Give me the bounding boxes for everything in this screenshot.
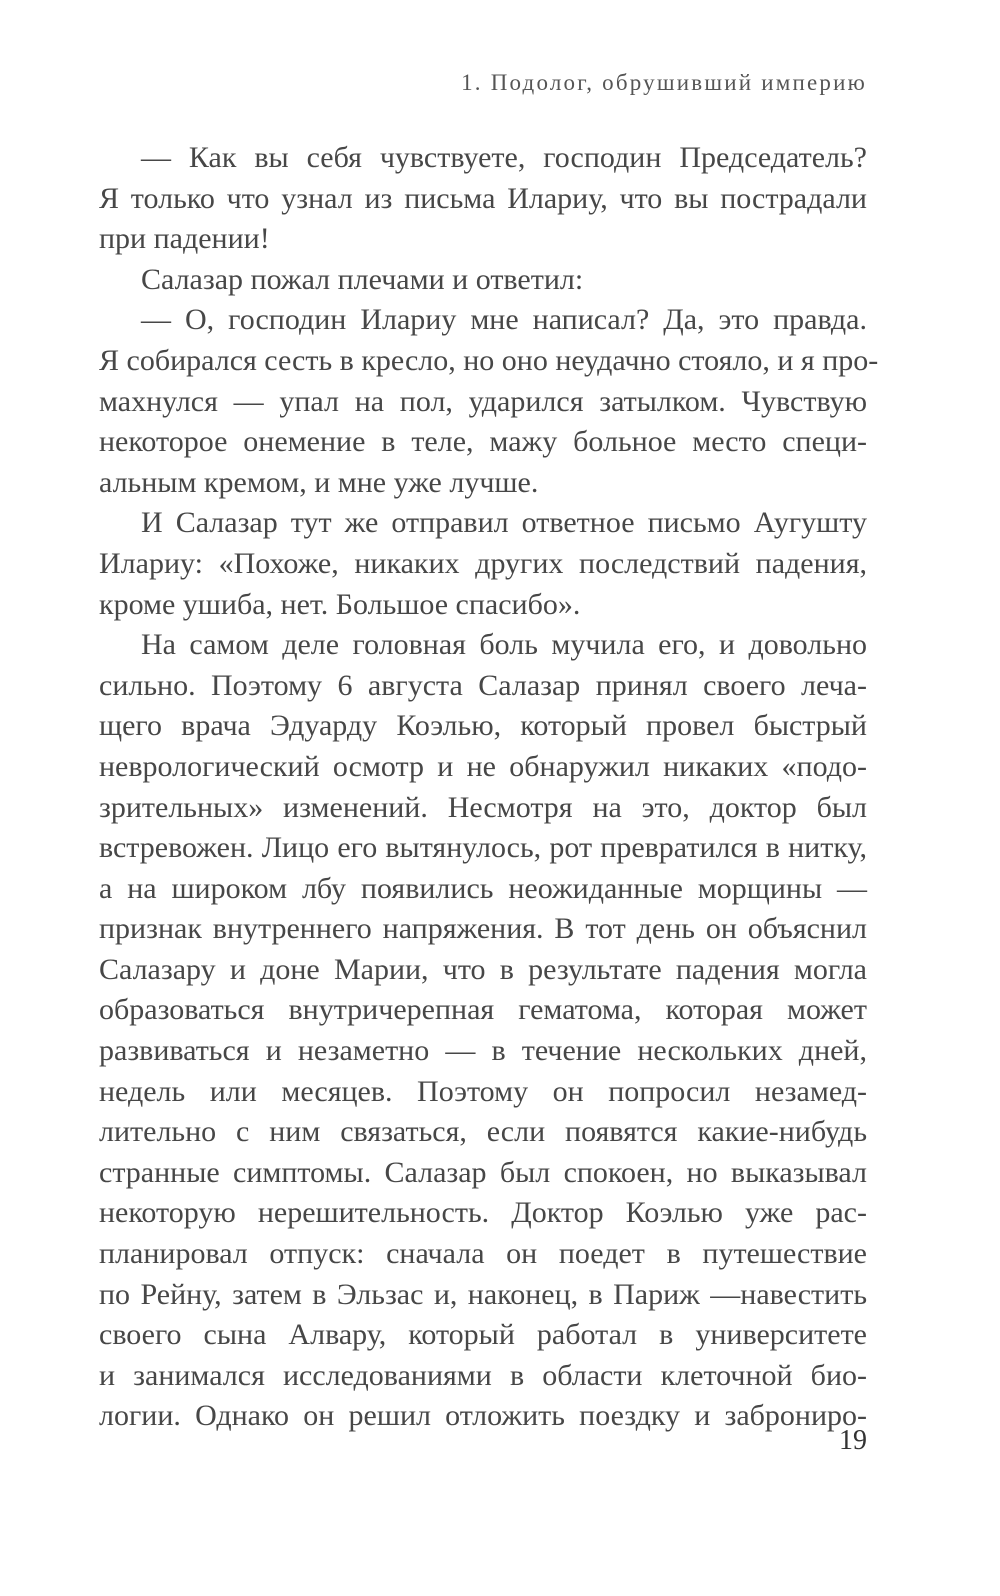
text-line: своего сына Алвару, который работал в университете <box>99 1318 867 1352</box>
text-line: — Как вы себя чувствуете, господин Председатель? <box>141 141 867 174</box>
text-line: а на широком лбу появились неожиданные морщины — <box>99 871 867 905</box>
text-line: и занимался исследованиями в области клеточной био- <box>99 1358 867 1392</box>
text-line: Салазару и доне Марии, что в результате падения могла <box>99 952 867 986</box>
text-line: планировал отпуск: сначала он поедет в путешествие <box>99 1237 867 1271</box>
text-line: Я собирался сесть в кресло, но оно неудачно стояло, и я про- <box>99 343 879 377</box>
text-line: На самом деле головная боль мучила его, и довольно <box>141 628 867 662</box>
text-line: Я только что узнал из письма Илариу, что вы пострадали <box>99 181 867 215</box>
text-line: некоторую нерешительность. Доктор Коэлью уже рас- <box>99 1196 867 1230</box>
text-line: Салазар пожал плечами и ответил: <box>141 262 584 296</box>
text-line: по Рейну, затем в Эльзас и, наконец, в Париж —навестить <box>99 1277 867 1311</box>
text-line: Илариу: «Похоже, никаких других последствий падения, <box>99 546 867 580</box>
text-line: И Салазар тут же отправил ответное письмо Аугушту <box>141 506 867 540</box>
text-line: встревожен. Лицо его вытянулось, рот превратился в нитку, <box>99 831 867 865</box>
text-line: развиваться и незаметно — в течение нескольких дней, <box>99 1034 867 1068</box>
text-line: — О, господин Илариу мне написал? Да, это правда. <box>141 303 867 337</box>
text-line: образоваться внутричерепная гематома, которая может <box>99 993 867 1027</box>
text-line: некоторое онемение в теле, мажу больное место специ- <box>99 425 867 459</box>
text-line: неврологический осмотр и не обнаружил никаких «подо- <box>99 749 867 783</box>
text-line: недель или месяцев. Поэтому он попросил незамед- <box>99 1074 867 1108</box>
text-line: альным кремом, и мне уже лучше. <box>99 465 539 499</box>
text-line: махнулся — упал на пол, ударился затылком. Чувствую <box>99 384 867 418</box>
text-line: логии. Однако он решил отложить поездку и заброниро- <box>99 1399 867 1433</box>
text-line: кроме ушиба, нет. Большое спасибо». <box>99 587 581 621</box>
text-line: признак внутреннего напряжения. В тот день он объяснил <box>99 912 867 946</box>
text-line: сильно. Поэтому 6 августа Салазар принял своего леча- <box>99 668 867 702</box>
text-line: странные симптомы. Салазар был спокоен, но выказывал <box>99 1155 867 1189</box>
body-text <box>99 138 879 1437</box>
text-line: лительно с ним связаться, если появятся какие-нибудь <box>99 1115 867 1149</box>
text-line: зрительных» изменений. Несмотря на это, доктор был <box>99 790 867 824</box>
running-head: 1. Подолог, обрушивший империю <box>461 70 867 95</box>
text-line: щего врача Эдуарду Коэлью, который провел быстрый <box>99 709 867 743</box>
text-line: при падении! <box>99 222 270 256</box>
page-number: 19 <box>839 1425 867 1456</box>
